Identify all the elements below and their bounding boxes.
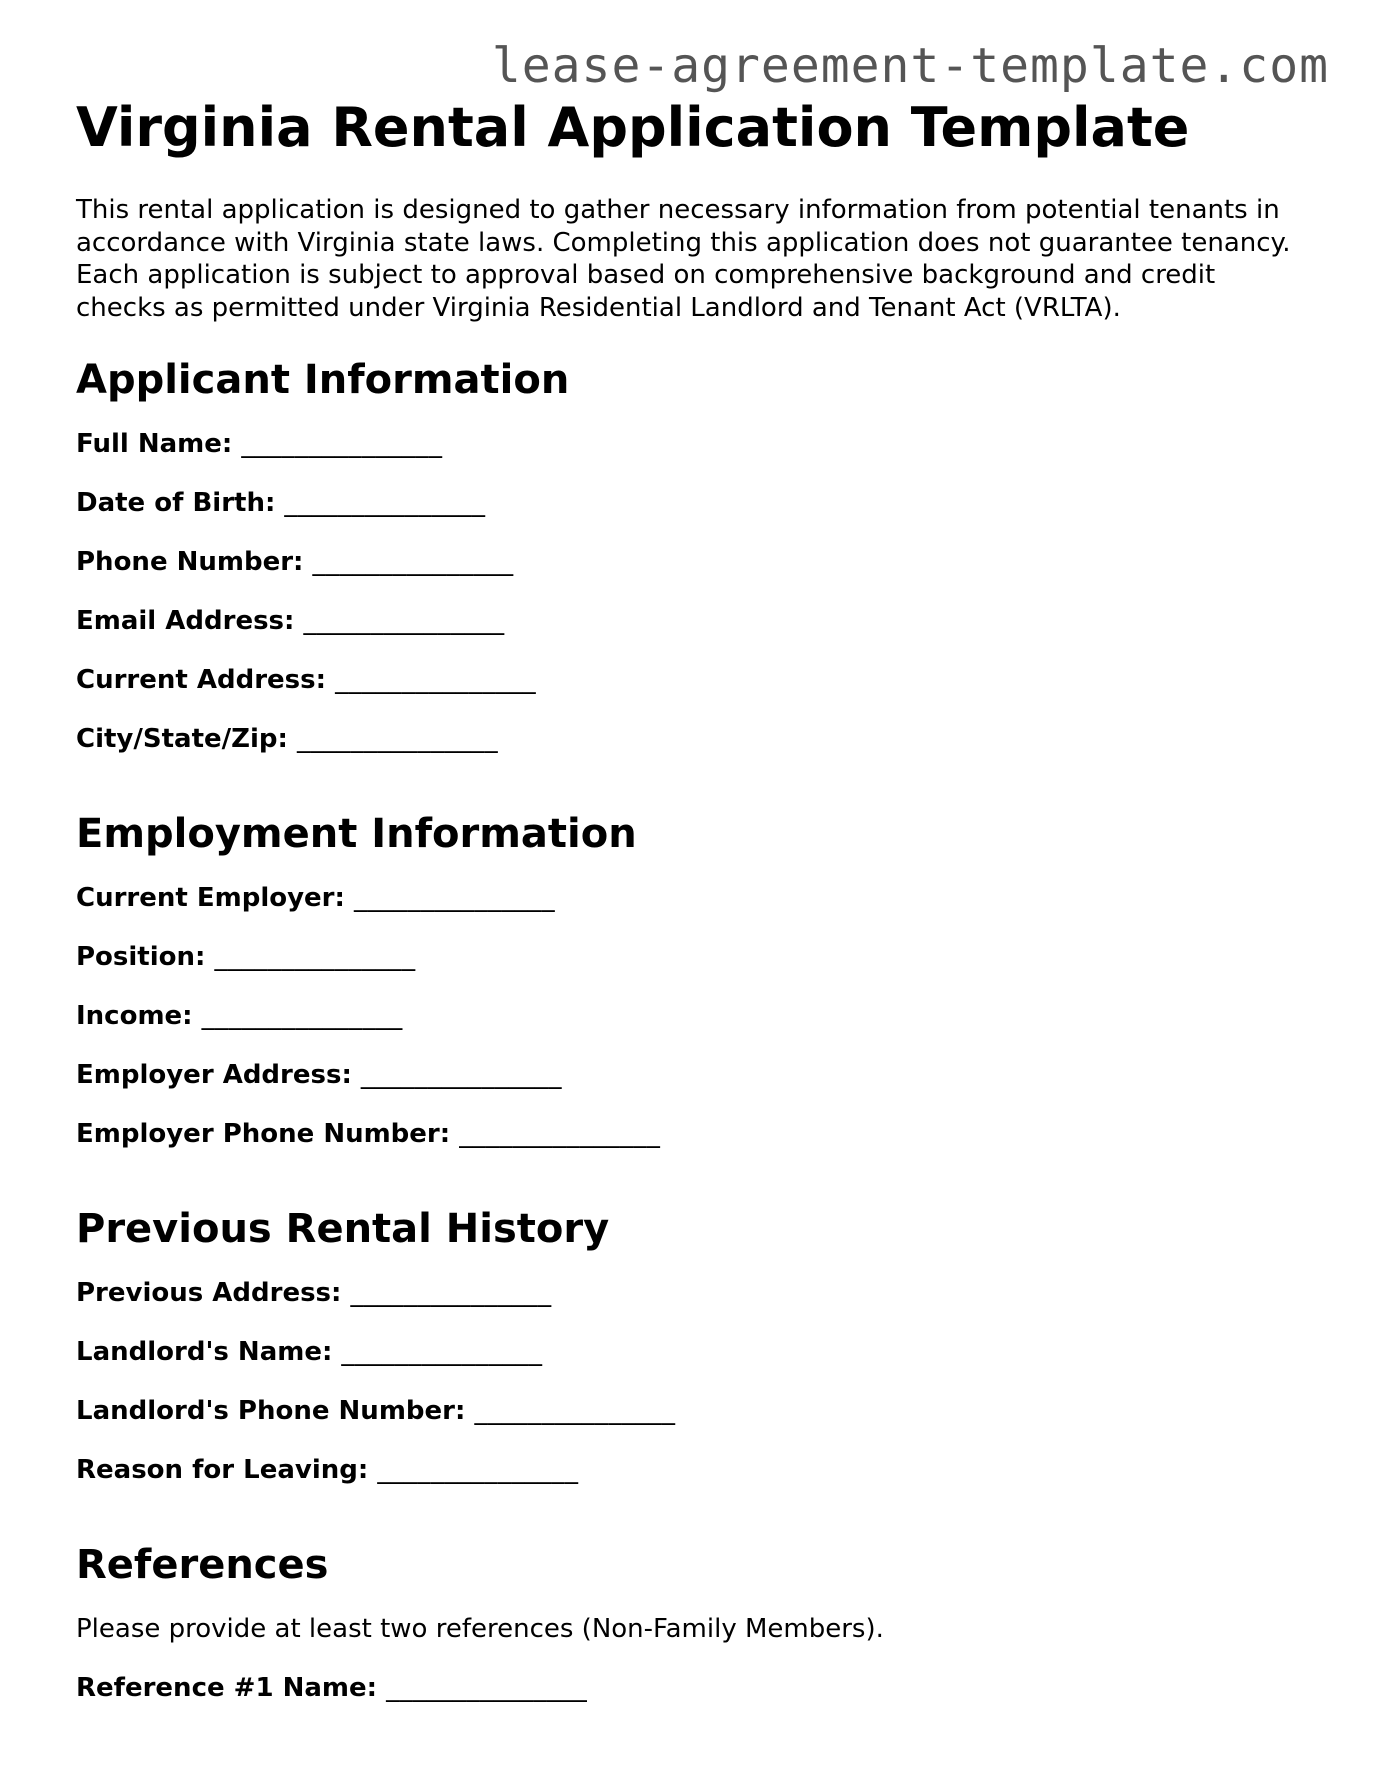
applicant-section bbox=[76, 356, 1306, 780]
field-label: Full Name: bbox=[76, 429, 233, 459]
field-label: Current Employer: bbox=[76, 883, 345, 913]
fill-in-blank[interactable]: _______________ bbox=[386, 1673, 588, 1703]
field-city-state-zip bbox=[76, 721, 1306, 780]
fill-in-blank[interactable]: _______________ bbox=[335, 665, 537, 695]
field-label: Employer Phone Number: bbox=[76, 1119, 451, 1149]
field-email-address bbox=[76, 603, 1306, 662]
field-label: Employer Address: bbox=[76, 1060, 352, 1090]
field-label: Date of Birth: bbox=[76, 488, 276, 518]
intro-paragraph: This rental application is designed to gather necessary information from potential tenants in accordance with Virginia state laws. Completing this application does not guarantee tenancy. Each application is subject to approval based on comprehensive background and credit checks as permitted under Virginia Residential Landlord and Tenant Act (VRLTA). bbox=[76, 195, 1291, 323]
field-employer-phone bbox=[76, 1116, 1306, 1175]
fill-in-blank[interactable]: _______________ bbox=[241, 429, 443, 459]
field-landlord-phone bbox=[76, 1393, 1306, 1452]
field-reason-for-leaving bbox=[76, 1452, 1306, 1511]
section-heading-applicant: Applicant Information bbox=[76, 357, 570, 403]
field-label: Current Address: bbox=[76, 665, 327, 695]
field-label: Landlord's Phone Number: bbox=[76, 1396, 466, 1426]
section-heading-references: References bbox=[76, 1542, 329, 1588]
field-phone-number bbox=[76, 544, 1306, 603]
field-label: Position: bbox=[76, 942, 206, 972]
document-body bbox=[76, 96, 1306, 1729]
fill-in-blank[interactable]: _______________ bbox=[296, 724, 498, 754]
field-label: Reason for Leaving: bbox=[76, 1455, 369, 1485]
field-label: Income: bbox=[76, 1001, 193, 1031]
field-date-of-birth bbox=[76, 485, 1306, 544]
rental-history-section bbox=[76, 1205, 1306, 1511]
employment-section bbox=[76, 810, 1306, 1175]
section-heading-rental-history: Previous Rental History bbox=[76, 1206, 610, 1252]
field-previous-address bbox=[76, 1275, 1306, 1334]
field-label: Landlord's Name: bbox=[76, 1337, 333, 1367]
field-label: Previous Address: bbox=[76, 1278, 342, 1308]
field-income bbox=[76, 998, 1306, 1057]
section-heading-employment: Employment Information bbox=[76, 811, 637, 857]
references-note: Please provide at least two references (Non-Family Members). bbox=[76, 1614, 884, 1644]
fill-in-blank[interactable]: _______________ bbox=[284, 488, 486, 518]
fill-in-blank[interactable]: _______________ bbox=[350, 1278, 552, 1308]
fill-in-blank[interactable]: _______________ bbox=[214, 942, 416, 972]
field-label: Phone Number: bbox=[76, 547, 304, 577]
fill-in-blank[interactable]: _______________ bbox=[303, 606, 505, 636]
field-position bbox=[76, 939, 1306, 998]
fill-in-blank[interactable]: _______________ bbox=[377, 1455, 579, 1485]
field-landlord-name bbox=[76, 1334, 1306, 1393]
fill-in-blank[interactable]: _______________ bbox=[459, 1119, 661, 1149]
field-current-employer bbox=[76, 880, 1306, 939]
fill-in-blank[interactable]: _______________ bbox=[312, 547, 514, 577]
fill-in-blank[interactable]: _______________ bbox=[360, 1060, 562, 1090]
watermark: lease-agreement-template.com bbox=[491, 38, 1329, 94]
fill-in-blank[interactable]: _______________ bbox=[353, 883, 555, 913]
fill-in-blank[interactable]: _______________ bbox=[474, 1396, 676, 1426]
fill-in-blank[interactable]: _______________ bbox=[341, 1337, 543, 1367]
field-label: Email Address: bbox=[76, 606, 295, 636]
field-current-address bbox=[76, 662, 1306, 721]
field-employer-address bbox=[76, 1057, 1306, 1116]
page-title: Virginia Rental Application Template bbox=[76, 96, 1190, 159]
field-label: City/State/Zip: bbox=[76, 724, 288, 754]
field-reference-1-name bbox=[76, 1670, 1306, 1729]
field-label: Reference #1 Name: bbox=[76, 1673, 378, 1703]
fill-in-blank[interactable]: _______________ bbox=[201, 1001, 403, 1031]
references-section bbox=[76, 1541, 1306, 1729]
field-full-name bbox=[76, 426, 1306, 485]
